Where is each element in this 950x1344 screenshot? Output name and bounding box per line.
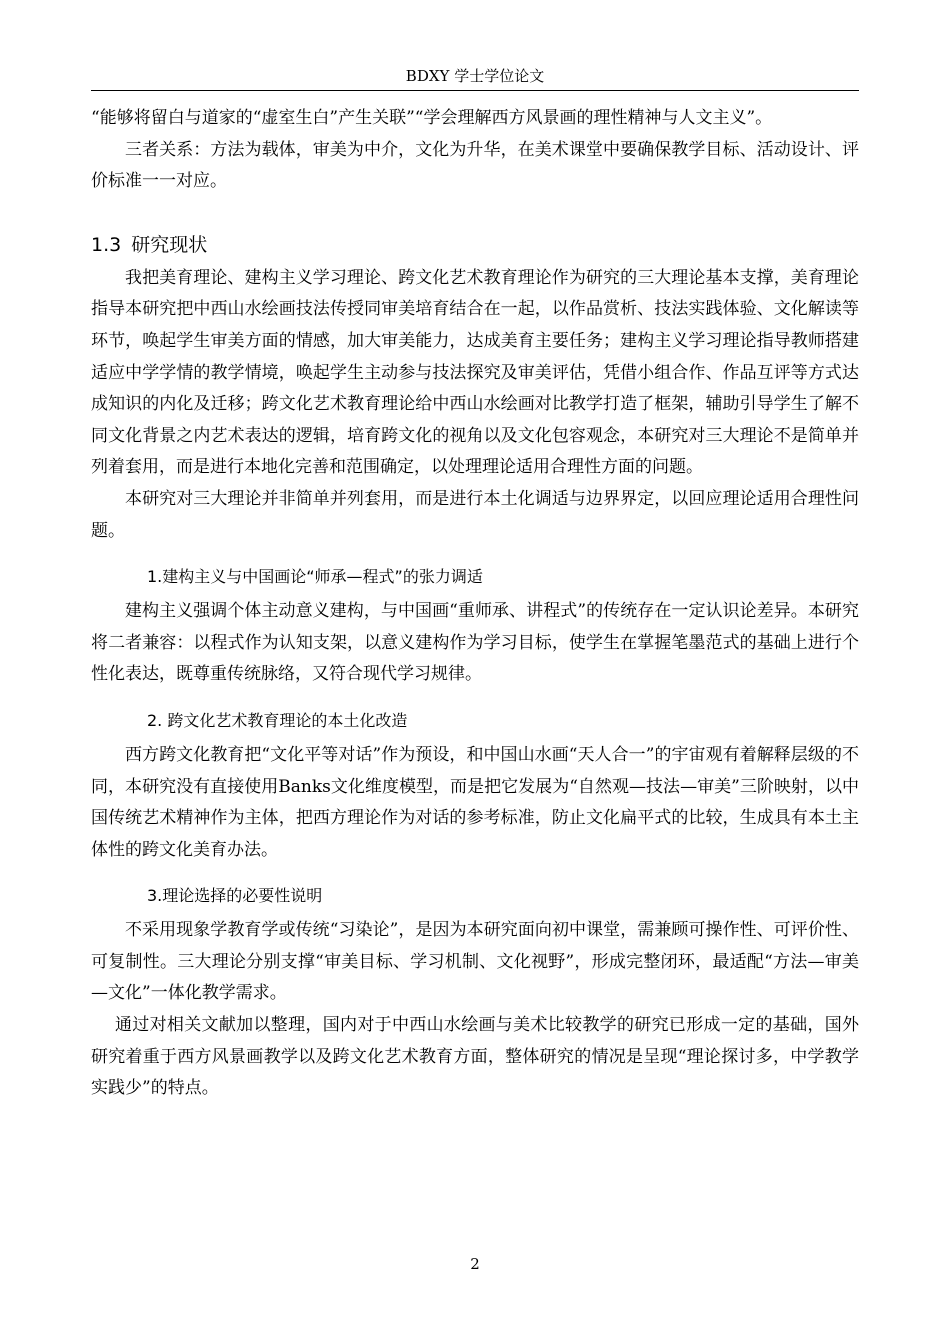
subsection-heading-3: 3.理论选择的必要性说明 xyxy=(147,886,323,906)
section-heading xyxy=(91,230,859,260)
paper-page xyxy=(91,0,859,1344)
paragraph-closing: 通过对相关文献加以整理，国内对于中西山水绘画与美术比较教学的研究已形成一定的基础，国外研究着重于西方风景画教学以及跨文化艺术教育方面，整体研究的情况是呈现“理论探讨多，中学教学实践少”的特点。 xyxy=(91,1015,859,1099)
page-body xyxy=(91,103,859,1105)
subsection-3-paragraph: 不采用现象学教育学或传统“习染论”，是因为本研究面向初中课堂，需兼顾可操作性、可评价性、可复制性。三大理论分别支撑“审美目标、学习机制、文化视野”，形成完整闭环，最适配“方法—审美—文化”一体化教学需求。 xyxy=(91,920,859,1004)
running-header: BDXY 学士学位论文 xyxy=(405,67,545,85)
page-number: 2 xyxy=(470,1255,480,1273)
header-rule xyxy=(91,90,859,91)
subsection-2-paragraph: 西方跨文化教育把“文化平等对话”作为预设，和中国山水画“天人合一”的宇宙观有着解释层级的不同，本研究没有直接使用Banks文化维度模型，而是把它发展为“自然观—技法—审美”三阶映射，以中国传统艺术精神作为主体，把西方理论作为对话的参考标准，防止文化扁平式的比较，生成具有本土主体性的跨文化美育办法。 xyxy=(91,744,859,860)
subsection-1-paragraph: 建构主义强调个体主动意义建构，与中国画“重师承、讲程式”的传统存在一定认识论差异。本研究将二者兼容：以程式作为认知支架，以意义建构作为学习目标，使学生在掌握笔墨范式的基础上进行个性化表达，既尊重传统脉络，又符合现代学习规律。 xyxy=(91,601,859,685)
paragraph-relationship: 三者关系：方法为载体，审美为中介，文化为升华，在美术课堂中要确保教学目标、活动设计、评价标准一一对应。 xyxy=(91,139,859,192)
paragraph-theory: 我把美育理论、建构主义学习理论、跨文化艺术教育理论作为研究的三大理论基本支撑，美育理论指导本研究把中西山水绘画技法传授同审美培育结合在一起，以作品赏析、技法实践体验、文化解读等环节，唤起学生审美方面的情感，加大审美能力，达成美育主要任务；建构主义学习理论指导教师搭建适应中学学情的教学情境，唤起学生主动参与技法探究及审美评估，凭借小组合作、作品互评等方式达成知识的内化及迁移；跨文化艺术教育理论给中西山水绘画对比教学打造了框架，辅助引导学生了解不同文化背景之内艺术表达的逻辑，培育跨文化的视角以及文化包容观念，本研究对三大理论不是简单并列着套用，而是进行本地化完善和范围确定，以处理理论适用合理性方面的问题。 xyxy=(91,267,859,478)
subsection-heading-1: 1.建构主义与中国画论“师承—程式”的张力调适 xyxy=(147,567,483,587)
paragraph-continued: “能够将留白与道家的“虚室生白”产生关联”“学会理解西方风景画的理性精神与人文主义”。 xyxy=(91,108,773,128)
paragraph-theory-summary: 本研究对三大理论并非简单并列套用，而是进行本土化调适与边界界定，以回应理论适用合理性问题。 xyxy=(91,488,859,541)
section-number: 1.3 xyxy=(91,233,122,256)
subsection-heading-2: 2. 跨文化艺术教育理论的本土化改造 xyxy=(147,710,408,730)
section-title: 研究现状 xyxy=(131,233,208,256)
